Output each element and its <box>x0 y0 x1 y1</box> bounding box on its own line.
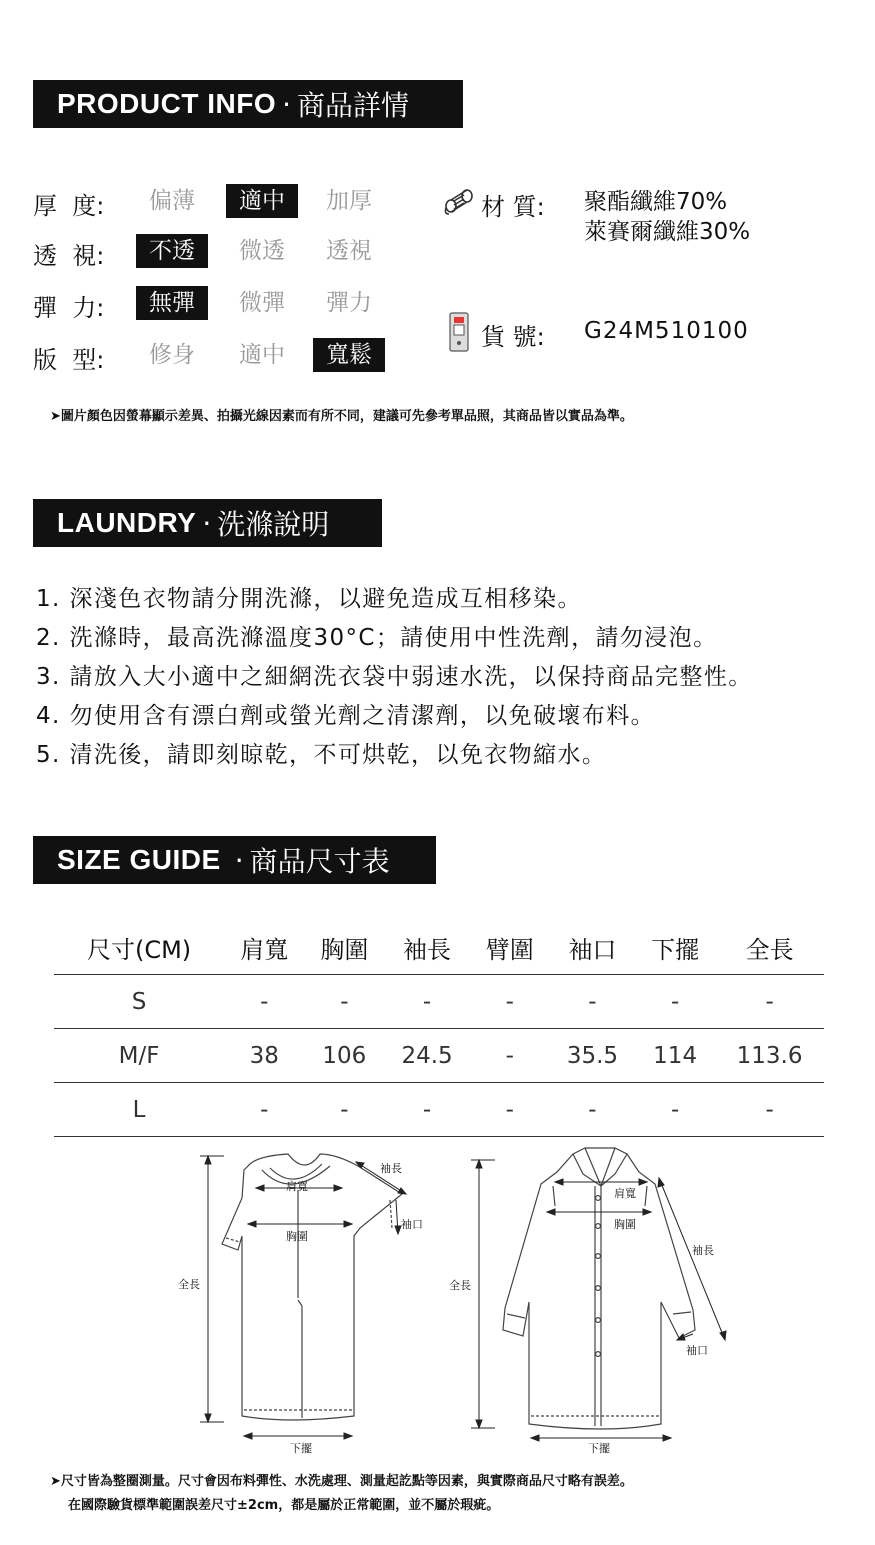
size-value-cell: - <box>715 975 824 1029</box>
laundry-item-5: 5. 清洗後，請即刻晾乾，不可烘乾，以免衣物縮水。 <box>36 742 607 768</box>
diagram2-chest-label: 胸圍 <box>614 1218 636 1231</box>
laundry-item-3: 3. 請放入大小適中之細網洗衣袋中弱速水洗，以保持商品完整性。 <box>36 664 753 690</box>
header-dot: · <box>234 843 244 877</box>
attribute-option: 透視 <box>326 238 372 264</box>
tshirt-dress-diagram <box>170 1148 440 1458</box>
size-value-cell: - <box>550 975 635 1029</box>
diagram1-shoulder-label: 肩寬 <box>286 1180 308 1193</box>
size-value-cell: 24.5 <box>384 1029 469 1083</box>
header-title-zh: 商品尺寸表 <box>249 845 390 878</box>
table-row <box>54 1083 824 1137</box>
size-table-header-row <box>54 920 824 975</box>
attribute-option: 適中 <box>239 342 285 368</box>
attribute-label: 厚 度: <box>33 192 105 220</box>
table-row <box>54 1029 824 1083</box>
diagram1-cuff-label: 袖口 <box>401 1218 423 1231</box>
table-row <box>54 975 824 1029</box>
size-table <box>54 920 824 1137</box>
attribute-option-selected: 無彈 <box>136 286 208 320</box>
size-column-header: 尺寸(CM) <box>54 920 224 975</box>
size-column-header: 袖口 <box>550 920 635 975</box>
size-value-cell: - <box>550 1083 635 1137</box>
size-value-cell: 35.5 <box>550 1029 635 1083</box>
header-title-en: SIZE GUIDE <box>57 844 221 875</box>
size-value-cell: 106 <box>304 1029 384 1083</box>
size-value-cell: - <box>470 1083 550 1137</box>
attribute-option: 微透 <box>239 238 285 264</box>
size-guide-header <box>33 836 436 884</box>
size-value-cell: - <box>304 975 384 1029</box>
attribute-label: 版 型: <box>33 346 105 374</box>
product-info-header <box>33 80 463 128</box>
diagram1-length-label: 全長 <box>178 1278 200 1291</box>
material-line-1: 聚酯纖維70% <box>584 189 728 215</box>
size-value-cell: - <box>635 1083 715 1137</box>
size-column-header: 全長 <box>715 920 824 975</box>
size-value-cell: 114 <box>635 1029 715 1083</box>
size-column-header: 胸圍 <box>304 920 384 975</box>
diagram2-hem-label: 下擺 <box>588 1442 610 1455</box>
size-value-cell: - <box>224 975 304 1029</box>
size-column-header: 肩寬 <box>224 920 304 975</box>
material-line-2: 萊賽爾纖維30% <box>584 219 751 245</box>
product-info-note: ➤圖片顏色因螢幕顯示差異、拍攝光線因素而有所不同，建議可先參考單品照，其商品皆以實品為準。 <box>50 409 633 424</box>
diagram2-cuff-label: 袖口 <box>686 1344 708 1357</box>
attribute-label: 彈 力: <box>33 294 105 322</box>
attribute-option: 偏薄 <box>149 188 195 214</box>
tag-icon <box>447 311 473 355</box>
laundry-item-4: 4. 勿使用含有漂白劑或螢光劑之清潔劑，以免破壞布料。 <box>36 703 656 729</box>
header-dot: · <box>202 506 212 540</box>
attribute-option: 修身 <box>149 342 195 368</box>
attribute-option: 加厚 <box>326 188 372 214</box>
diagram1-chest-label: 胸圍 <box>286 1230 308 1243</box>
material-label: 材 質: <box>481 193 545 221</box>
diagram1-sleeve-label: 袖長 <box>380 1162 402 1175</box>
laundry-item-2: 2. 洗滌時，最高洗滌溫度30°C；請使用中性洗劑，請勿浸泡。 <box>36 625 718 651</box>
diagram1-hem-label: 下擺 <box>290 1442 312 1455</box>
item-number-label: 貨 號: <box>481 323 545 351</box>
size-note-1: ➤尺寸皆為整圈測量。尺寸會因布料彈性、水洗處理、測量起訖點等因素，與實際商品尺寸略有誤差。 <box>50 1474 633 1489</box>
size-value-cell: - <box>384 1083 469 1137</box>
size-value-cell: 38 <box>224 1029 304 1083</box>
thread-spool-icon <box>443 186 477 216</box>
size-value-cell: - <box>715 1083 824 1137</box>
size-label-cell: L <box>54 1083 224 1137</box>
header-title-zh: 商品詳情 <box>297 89 410 122</box>
attribute-option-selected: 不透 <box>136 234 208 268</box>
size-value-cell: - <box>384 975 469 1029</box>
size-column-header: 下擺 <box>635 920 715 975</box>
header-dot: · <box>282 87 292 121</box>
size-value-cell: - <box>470 975 550 1029</box>
attribute-option: 微彈 <box>239 290 285 316</box>
shirt-dress-diagram <box>455 1146 735 1458</box>
diagram2-sleeve-label: 袖長 <box>692 1244 714 1257</box>
header-title-en: LAUNDRY <box>57 507 197 538</box>
size-value-cell: - <box>224 1083 304 1137</box>
size-note-2: 在國際驗貨標準範圍誤差尺寸±2cm，都是屬於正常範圍，並不屬於瑕疵。 <box>68 1498 500 1513</box>
size-value-cell: - <box>304 1083 384 1137</box>
size-label-cell: S <box>54 975 224 1029</box>
attribute-option: 彈力 <box>326 290 372 316</box>
size-value-cell: - <box>635 975 715 1029</box>
laundry-item-1: 1. 深淺色衣物請分開洗滌，以避免造成互相移染。 <box>36 586 582 612</box>
diagram2-shoulder-label: 肩寬 <box>614 1187 636 1200</box>
header-title-en: PRODUCT INFO <box>57 88 277 119</box>
attribute-option-selected: 寬鬆 <box>313 338 385 372</box>
size-value-cell: - <box>470 1029 550 1083</box>
size-label-cell: M/F <box>54 1029 224 1083</box>
item-number-value: G24M510100 <box>584 318 749 344</box>
attribute-label: 透 視: <box>33 242 105 270</box>
size-value-cell: 113.6 <box>715 1029 824 1083</box>
size-column-header: 臂圍 <box>470 920 550 975</box>
header-title-zh: 洗滌說明 <box>217 508 330 541</box>
laundry-header <box>33 499 382 547</box>
diagram2-length-label: 全長 <box>449 1279 471 1292</box>
attribute-option-selected: 適中 <box>226 184 298 218</box>
size-column-header: 袖長 <box>384 920 469 975</box>
